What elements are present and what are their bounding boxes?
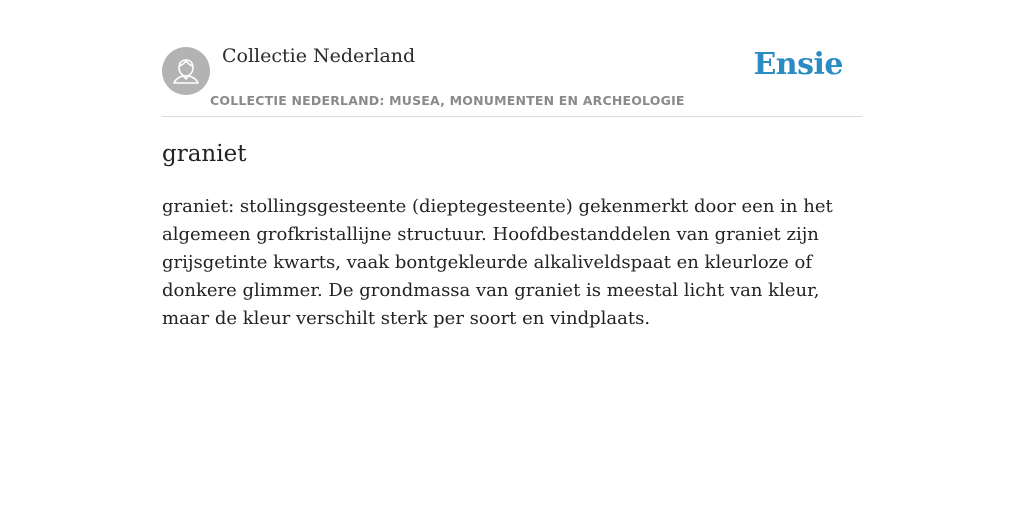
source-label[interactable]: COLLECTIE NEDERLAND: MUSEA, MONUMENTEN EN ARCHEOLOGIE [210, 93, 685, 108]
entry-header [162, 0, 862, 117]
entry-title: graniet [162, 141, 247, 167]
author-name[interactable]: Collectie Nederland [222, 45, 416, 67]
entry-definition: graniet: stollingsgesteente (dieptegesteente) gekenmerkt door een in het algemeen grofkristallijne structuur. Hoofdbestanddelen van graniet zijn grijsgetinte kwarts, vaak bontgekleurde alkaliveldspaat en kleurloze of donkere glimmer. De grondmassa van graniet is meestal licht van kleur, maar de kleur verschilt sterk per soort en vindplaats. [162, 196, 833, 329]
author-avatar[interactable] [162, 47, 210, 95]
ensie-logo[interactable]: Ensie [753, 47, 843, 82]
user-silhouette-icon [162, 47, 210, 95]
page [162, 0, 862, 329]
